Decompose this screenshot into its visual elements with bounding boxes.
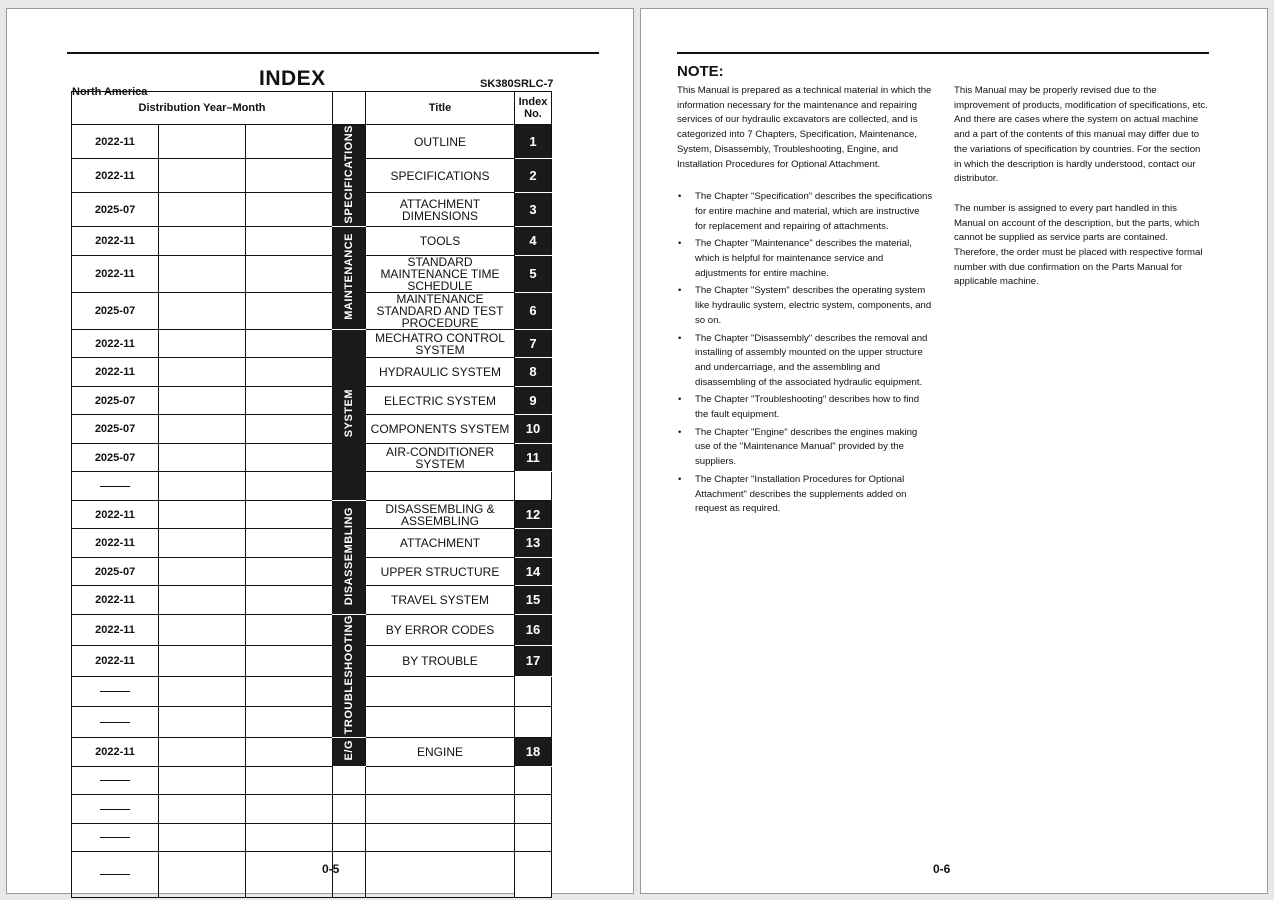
table-row bbox=[72, 125, 552, 159]
distribution-date: 2022-11 bbox=[72, 645, 159, 676]
index-number bbox=[515, 823, 552, 852]
distribution-date bbox=[72, 766, 159, 795]
index-number bbox=[515, 707, 552, 738]
dash-line bbox=[100, 780, 130, 781]
chapter-title: MAINTENANCE STANDARD AND TEST PROCEDURE bbox=[366, 292, 515, 329]
index-number: 1 bbox=[515, 125, 552, 159]
chapter-title: ENGINE bbox=[366, 738, 515, 767]
chapter-title: ELECTRIC SYSTEM bbox=[366, 386, 515, 415]
chapter-label-maintenance bbox=[333, 227, 366, 330]
table-row bbox=[72, 614, 552, 645]
chapter-title: ATTACHMENT bbox=[366, 529, 515, 558]
distribution-blank bbox=[246, 329, 333, 358]
distribution-blank bbox=[246, 125, 333, 159]
distribution-blank bbox=[246, 852, 333, 898]
title-header: Title bbox=[366, 92, 515, 125]
index-title: INDEX bbox=[259, 67, 326, 90]
list-item: • The Chapter "Engine" describes the engines making use of the "Maintenance Manual" provided by the suppliers. bbox=[677, 426, 933, 470]
chapter-title bbox=[366, 852, 515, 898]
index-number: 3 bbox=[515, 193, 552, 227]
chapter-title bbox=[366, 823, 515, 852]
note-column-right bbox=[954, 84, 1210, 290]
list-item: • The Chapter "System" describes the operating system like hydraulic system, electric system, components, and so on. bbox=[677, 284, 933, 328]
distribution-blank bbox=[159, 358, 246, 387]
table-row bbox=[72, 159, 552, 193]
distribution-blank bbox=[159, 472, 246, 501]
chapter-blank bbox=[333, 823, 366, 852]
dash-line bbox=[100, 486, 130, 487]
distribution-date: 2025-07 bbox=[72, 443, 159, 472]
distribution-blank bbox=[159, 125, 246, 159]
distribution-header: Distribution Year–Month bbox=[72, 92, 333, 125]
dash-line bbox=[100, 691, 130, 692]
list-item: • The Chapter "Specification" describes the specifications for entire machine and material, which are instructive for replacement and repairing of attachments. bbox=[677, 190, 933, 234]
distribution-blank bbox=[246, 614, 333, 645]
distribution-blank bbox=[159, 193, 246, 227]
index-number: 13 bbox=[515, 529, 552, 558]
chapter-title: COMPONENTS SYSTEM bbox=[366, 415, 515, 444]
region-label: North America bbox=[72, 86, 148, 98]
distribution-blank bbox=[159, 386, 246, 415]
index-number: 5 bbox=[515, 255, 552, 292]
note-column-left bbox=[677, 84, 933, 520]
page-number: 0-6 bbox=[933, 862, 951, 876]
distribution-blank bbox=[159, 766, 246, 795]
distribution-date: 2022-11 bbox=[72, 529, 159, 558]
page-left bbox=[6, 8, 634, 894]
dash-line bbox=[100, 722, 130, 723]
chapter-title bbox=[366, 676, 515, 707]
chapter-text: SPECIFICATIONS bbox=[343, 125, 355, 224]
chapter-text: DISASSEMBLING bbox=[343, 506, 355, 606]
chapter-blank bbox=[333, 766, 366, 795]
chapter-title: AIR-CONDITIONER SYSTEM bbox=[366, 443, 515, 472]
table-row bbox=[72, 738, 552, 767]
top-rule bbox=[677, 52, 1209, 54]
chapter-header bbox=[333, 92, 366, 125]
distribution-date: 2025-07 bbox=[72, 386, 159, 415]
revision-paragraph: This Manual may be properly revised due to the improvement of products, modification of specifications, etc. And there are cases where the system on actual machine and a part of the contents of this manual may differ due to the variations of specification by countries. For the section in which the description is hardly understood, contact our distributor. bbox=[954, 85, 1208, 185]
distribution-blank bbox=[159, 645, 246, 676]
distribution-blank bbox=[246, 472, 333, 501]
chapter-title: DISASSEMBLING & ASSEMBLING bbox=[366, 500, 515, 529]
index-number: 15 bbox=[515, 586, 552, 615]
table-row bbox=[72, 707, 552, 738]
distribution-blank bbox=[246, 707, 333, 738]
chapter-bullet-list bbox=[677, 190, 933, 517]
distribution-blank bbox=[246, 557, 333, 586]
distribution-blank bbox=[159, 676, 246, 707]
distribution-date bbox=[72, 676, 159, 707]
distribution-blank bbox=[246, 795, 333, 824]
chapter-title bbox=[366, 707, 515, 738]
page-right bbox=[640, 8, 1268, 894]
index-number: 11 bbox=[515, 443, 552, 472]
distribution-blank bbox=[159, 795, 246, 824]
index-number bbox=[515, 766, 552, 795]
distribution-blank bbox=[246, 766, 333, 795]
table-row bbox=[72, 500, 552, 529]
table-row bbox=[72, 255, 552, 292]
distribution-blank bbox=[246, 386, 333, 415]
distribution-blank bbox=[246, 159, 333, 193]
chapter-text: SYSTEM bbox=[343, 389, 355, 438]
index-number: 18 bbox=[515, 738, 552, 767]
table-row bbox=[72, 645, 552, 676]
index-table bbox=[71, 91, 551, 853]
distribution-date: 2022-11 bbox=[72, 358, 159, 387]
distribution-blank bbox=[159, 707, 246, 738]
distribution-blank bbox=[159, 529, 246, 558]
table-header-row bbox=[72, 92, 552, 125]
distribution-blank bbox=[159, 852, 246, 898]
distribution-date: 2022-11 bbox=[72, 329, 159, 358]
chapter-label-disassembling bbox=[333, 500, 366, 614]
distribution-blank bbox=[246, 676, 333, 707]
distribution-blank bbox=[246, 292, 333, 329]
list-item: • The Chapter "Maintenance" describes the material, which is helpful for maintenance service and adjustments for entire machine. bbox=[677, 237, 933, 281]
distribution-blank bbox=[246, 227, 333, 256]
list-item: • The Chapter "Disassembly" describes the removal and installing of assembly mounted on the upper structure and undercarriage, and the assembling and disassembling of the associated hydraulic equipment. bbox=[677, 332, 933, 391]
table-row bbox=[72, 292, 552, 329]
index-number: 16 bbox=[515, 614, 552, 645]
distribution-date: 2022-11 bbox=[72, 227, 159, 256]
distribution-blank bbox=[246, 443, 333, 472]
distribution-date bbox=[72, 823, 159, 852]
index-number: 6 bbox=[515, 292, 552, 329]
index-number: 7 bbox=[515, 329, 552, 358]
chapter-title: ATTACHMENT DIMENSIONS bbox=[366, 193, 515, 227]
distribution-date: 2025-07 bbox=[72, 292, 159, 329]
table-row bbox=[72, 852, 552, 898]
distribution-date bbox=[72, 472, 159, 501]
distribution-blank bbox=[159, 443, 246, 472]
table-row bbox=[72, 193, 552, 227]
chapter-text: TROUBLESHOOTING bbox=[343, 614, 355, 735]
distribution-blank bbox=[246, 586, 333, 615]
table-row bbox=[72, 358, 552, 387]
index-number bbox=[515, 852, 552, 898]
chapter-title: TOOLS bbox=[366, 227, 515, 256]
distribution-date: 2022-11 bbox=[72, 125, 159, 159]
distribution-date: 2025-07 bbox=[72, 193, 159, 227]
table-row bbox=[72, 329, 552, 358]
table-row bbox=[72, 415, 552, 444]
top-rule bbox=[67, 52, 599, 54]
distribution-blank bbox=[246, 823, 333, 852]
distribution-date: 2022-11 bbox=[72, 159, 159, 193]
table-row bbox=[72, 557, 552, 586]
distribution-date bbox=[72, 852, 159, 898]
table-row bbox=[72, 676, 552, 707]
list-item: • The Chapter "Troubleshooting" describes how to find the fault equipment. bbox=[677, 393, 933, 422]
parts-paragraph: The number is assigned to every part handled in this Manual on account of the description, but the parts, which cannot be supplied as service parts are contained. Therefore, the order must be placed with respective formal number with due confirmation on the Parts Manual for applicable machine. bbox=[954, 202, 1203, 288]
dash-line bbox=[100, 874, 130, 875]
distribution-blank bbox=[159, 586, 246, 615]
index-number: 14 bbox=[515, 557, 552, 586]
distribution-date: 2025-07 bbox=[72, 557, 159, 586]
table-row bbox=[72, 766, 552, 795]
index-number: 2 bbox=[515, 159, 552, 193]
index-number bbox=[515, 795, 552, 824]
table-row bbox=[72, 386, 552, 415]
index-number: 17 bbox=[515, 645, 552, 676]
intro-paragraph: This Manual is prepared as a technical material in which the information necessary for the maintenance and repairing services of our hydraulic excavators are collected, and is categorized into 7 Chapters, Specification, Maintenance, System, Disassembly, Troubleshooting, Engine, and Installation Procedures for Optional Attachment. bbox=[677, 85, 932, 170]
table-row bbox=[72, 443, 552, 472]
list-item: • The Chapter "Installation Procedures for Optional Attachment" describes the supplements added on request as required. bbox=[677, 473, 933, 517]
distribution-blank bbox=[246, 500, 333, 529]
distribution-blank bbox=[159, 614, 246, 645]
index-number bbox=[515, 676, 552, 707]
index-number bbox=[515, 472, 552, 501]
chapter-title: BY TROUBLE bbox=[366, 645, 515, 676]
table-row bbox=[72, 529, 552, 558]
index-number: 9 bbox=[515, 386, 552, 415]
chapter-title bbox=[366, 795, 515, 824]
chapter-title: OUTLINE bbox=[366, 125, 515, 159]
chapter-label-engine bbox=[333, 738, 366, 767]
chapter-text: E/G bbox=[343, 740, 355, 761]
distribution-blank bbox=[159, 292, 246, 329]
index-number: 4 bbox=[515, 227, 552, 256]
distribution-blank bbox=[159, 159, 246, 193]
distribution-date bbox=[72, 795, 159, 824]
distribution-date: 2022-11 bbox=[72, 738, 159, 767]
distribution-blank bbox=[159, 823, 246, 852]
distribution-blank bbox=[246, 529, 333, 558]
model-label: SK380SRLC-7 bbox=[480, 78, 554, 90]
distribution-blank bbox=[246, 255, 333, 292]
chapter-title: UPPER STRUCTURE bbox=[366, 557, 515, 586]
table-row bbox=[72, 586, 552, 615]
index-number: 12 bbox=[515, 500, 552, 529]
note-heading: NOTE: bbox=[677, 63, 724, 80]
table-row bbox=[72, 227, 552, 256]
distribution-blank bbox=[246, 645, 333, 676]
distribution-blank bbox=[159, 415, 246, 444]
dash-line bbox=[100, 837, 130, 838]
index-number: 10 bbox=[515, 415, 552, 444]
chapter-title: STANDARD MAINTENANCE TIME SCHEDULE bbox=[366, 255, 515, 292]
chapter-title bbox=[366, 472, 515, 501]
chapter-blank bbox=[333, 795, 366, 824]
distribution-blank bbox=[246, 358, 333, 387]
table-row bbox=[72, 472, 552, 501]
distribution-blank bbox=[159, 255, 246, 292]
distribution-blank bbox=[246, 193, 333, 227]
chapter-text: MAINTENANCE bbox=[343, 233, 355, 321]
distribution-date: 2022-11 bbox=[72, 614, 159, 645]
chapter-title: MECHATRO CONTROL SYSTEM bbox=[366, 329, 515, 358]
chapter-title: SPECIFICATIONS bbox=[366, 159, 515, 193]
chapter-label-system bbox=[333, 329, 366, 500]
chapter-title bbox=[366, 766, 515, 795]
distribution-blank bbox=[159, 738, 246, 767]
distribution-blank bbox=[159, 227, 246, 256]
chapter-title: BY ERROR CODES bbox=[366, 614, 515, 645]
chapter-title: HYDRAULIC SYSTEM bbox=[366, 358, 515, 387]
chapter-label-troubleshooting bbox=[333, 614, 366, 737]
distribution-date: 2025-07 bbox=[72, 415, 159, 444]
chapter-label-specifications bbox=[333, 125, 366, 227]
index-number: 8 bbox=[515, 358, 552, 387]
chapter-title: TRAVEL SYSTEM bbox=[366, 586, 515, 615]
distribution-blank bbox=[159, 557, 246, 586]
table-row bbox=[72, 823, 552, 852]
index-no-header: Index No. bbox=[515, 92, 552, 125]
distribution-date: 2022-11 bbox=[72, 255, 159, 292]
distribution-blank bbox=[159, 500, 246, 529]
distribution-date: 2022-11 bbox=[72, 586, 159, 615]
distribution-blank bbox=[159, 329, 246, 358]
distribution-date: 2022-11 bbox=[72, 500, 159, 529]
distribution-date bbox=[72, 707, 159, 738]
page-number: 0-5 bbox=[322, 862, 340, 876]
table-row bbox=[72, 795, 552, 824]
dash-line bbox=[100, 809, 130, 810]
distribution-blank bbox=[246, 415, 333, 444]
distribution-blank bbox=[246, 738, 333, 767]
